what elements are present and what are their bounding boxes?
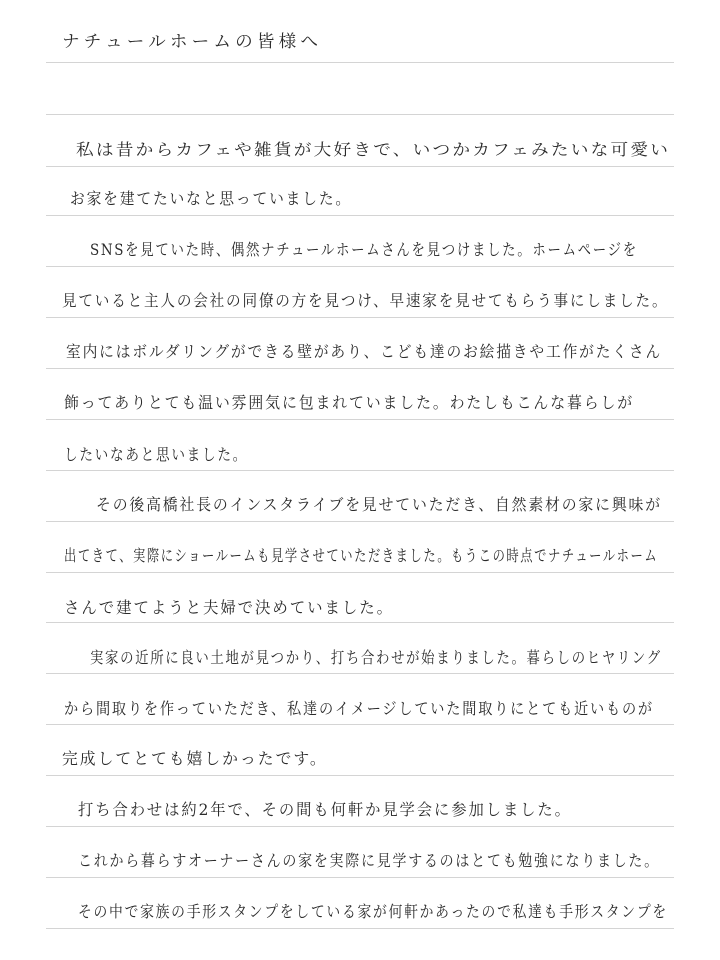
letter-greeting: ナチュールホームの皆様へ	[62, 32, 323, 52]
ruled-line	[46, 114, 674, 115]
ruled-line	[46, 724, 674, 725]
letter-line: その中で家族の手形スタンプをしている家が何軒かあったので私達も手形スタンプを	[78, 902, 668, 921]
ruled-line	[46, 826, 674, 827]
ruled-line	[46, 622, 674, 623]
ruled-line	[46, 215, 674, 216]
letter-line: これから暮らすオーナーさんの家を実際に見学するのはとても勉強になりました。	[78, 851, 660, 870]
ruled-line	[46, 266, 674, 267]
letter-line: 室内にはボルダリングができる壁があり、こども達のお絵描きや工作がたくさん	[66, 342, 663, 361]
letter-line: さんで建てようと夫婦で決めていました。	[64, 598, 395, 617]
ruled-line	[46, 877, 674, 878]
ruled-line	[46, 419, 674, 420]
ruled-line	[46, 166, 674, 167]
letter-line: 出てきて、実際にショールームも見学させていただきました。もうこの時点でナチュールホーム	[64, 546, 659, 565]
ruled-line	[46, 470, 674, 471]
letter-line: 私は昔からカフェや雑貨が大好きで、いつかカフェみたいな可愛い	[76, 140, 671, 159]
letter-line: お家を建てたいなと思っていました。	[70, 189, 353, 208]
ruled-line	[46, 928, 674, 929]
letter-line: から間取りを作っていただき、私達のイメージしていた間取りにとても近いものが	[64, 699, 654, 718]
letter-line: その後高橋社長のインスタライブを見せていただき、自然素材の家に興味が	[96, 495, 662, 514]
ruled-line	[46, 62, 674, 63]
ruled-line	[46, 521, 674, 522]
ruled-line	[46, 368, 674, 369]
ruled-line	[46, 673, 674, 674]
ruled-line	[46, 317, 674, 318]
letter-line: 実家の近所に良い土地が見つかり、打ち合わせが始まりました。暮らしのヒヤリング	[90, 648, 662, 667]
letter-line: 見ていると主人の会社の同僚の方を見つけ、早速家を見せてもらう事にしました。	[62, 291, 669, 310]
letter-line: 完成してとても嬉しかったです。	[62, 749, 328, 768]
letter-line: SNSを見ていた時、偶然ナチュールホームさんを見つけました。ホームページを	[90, 240, 638, 259]
ruled-line	[46, 775, 674, 776]
letter-line: 打ち合わせは約2年で、その間も何軒か見学会に参加しました。	[78, 800, 572, 819]
letter-line: 飾ってありとても温い雰囲気に包まれていました。わたしもこんな暮らしが	[64, 393, 635, 412]
letter-line: したいなあと思いました。	[64, 445, 249, 464]
ruled-line	[46, 572, 674, 573]
